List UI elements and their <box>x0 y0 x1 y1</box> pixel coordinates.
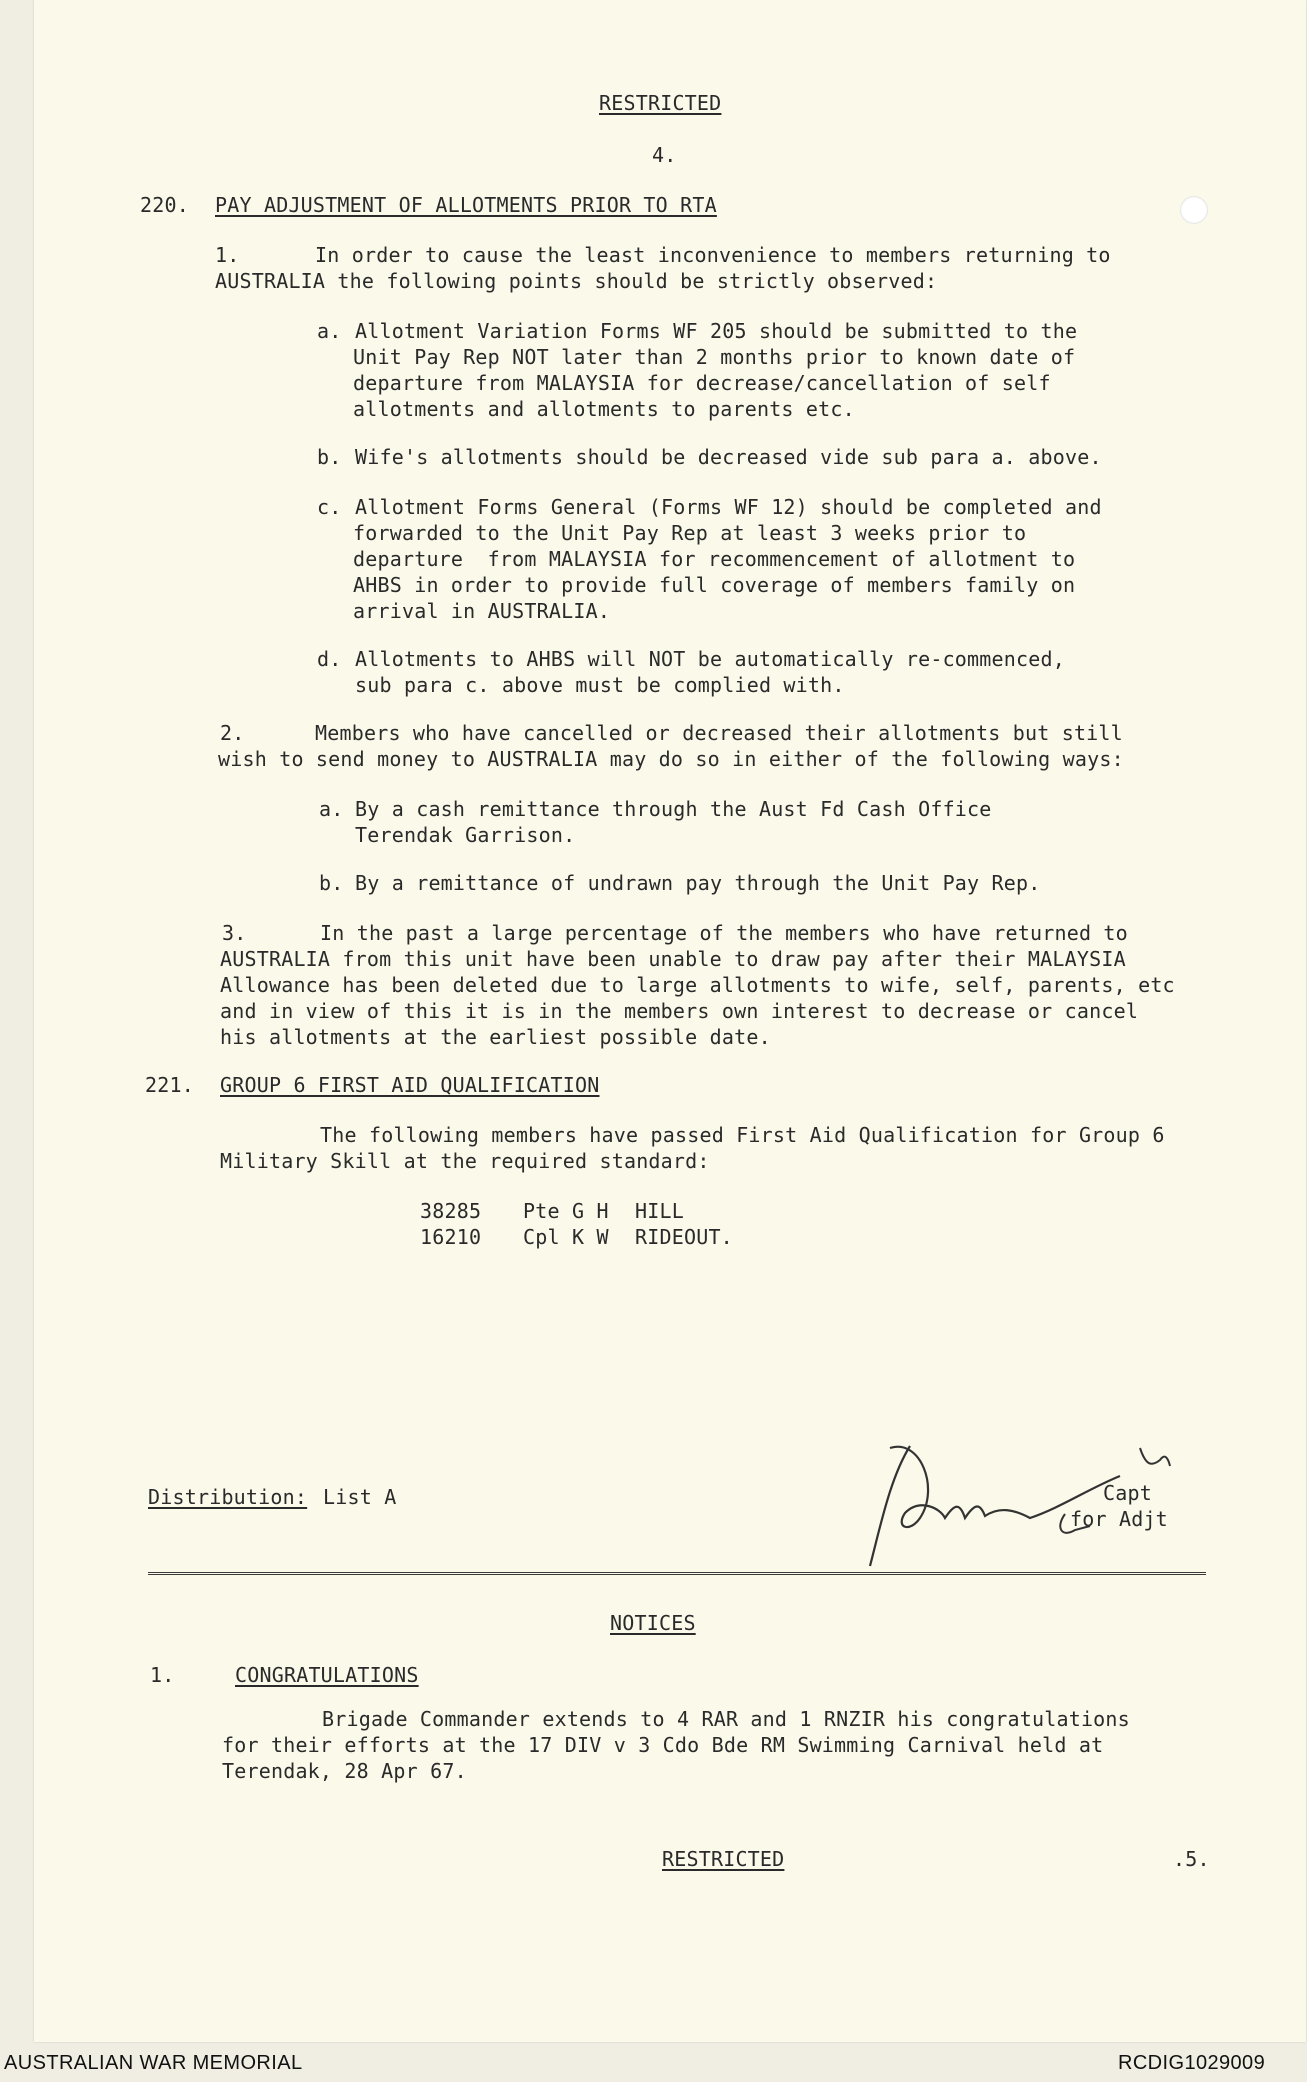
section-221-line: The following members have passed First Aid Qualification for Group 6 <box>320 1123 1165 1147</box>
way-b-label: b. <box>319 871 344 895</box>
member-number: 16210 <box>420 1225 482 1249</box>
item-a-line: allotments and allotments to parents etc. <box>353 397 855 421</box>
page-number: 4. <box>652 143 677 167</box>
divider-line <box>148 1572 1206 1575</box>
item-d-line: Allotments to AHBS will NOT be automatically re-commenced, <box>355 647 1065 671</box>
item-a-label: a. <box>317 319 342 343</box>
para-3-line: and in view of this it is in the members own interest to decrease or cancel <box>220 999 1139 1023</box>
para-1-number: 1. <box>215 243 240 267</box>
item-c-line: arrival in AUSTRALIA. <box>353 599 611 623</box>
member-rank: Pte G H <box>523 1199 609 1223</box>
signature-capt: Capt <box>1103 1481 1152 1505</box>
way-b-line: By a remittance of undrawn pay through the Unit Pay Rep. <box>355 871 1041 895</box>
member-rank: Cpl K W <box>523 1225 609 1249</box>
item-d-line: sub para c. above must be complied with. <box>355 673 845 697</box>
distribution-label: Distribution: <box>148 1485 308 1509</box>
way-a-line: By a cash remittance through the Aust Fd Cash Office <box>355 797 992 821</box>
archive-id: RCDIG1029009 <box>1118 2052 1266 2074</box>
item-c-label: c. <box>317 495 342 519</box>
section-220-number: 220. <box>140 193 189 217</box>
notice-line: for their efforts at the 17 DIV v 3 Cdo Bde RM Swimming Carnival held at <box>222 1733 1104 1757</box>
section-221-number: 221. <box>145 1073 194 1097</box>
punch-hole <box>1180 196 1208 224</box>
member-number: 38285 <box>420 1199 482 1223</box>
para-3-line: In the past a large percentage of the members who have returned to <box>320 921 1128 945</box>
footer-classification: RESTRICTED <box>662 1847 785 1871</box>
item-d-label: d. <box>317 647 342 671</box>
notices-title: NOTICES <box>610 1611 696 1635</box>
item-a-line: Unit Pay Rep NOT later than 2 months prior to known date of <box>353 345 1076 369</box>
member-name: HILL <box>635 1199 684 1223</box>
item-c-line: AHBS in order to provide full coverage of members family on <box>353 573 1076 597</box>
section-221-title: GROUP 6 FIRST AID QUALIFICATION <box>220 1073 600 1097</box>
item-b-line: Wife's allotments should be decreased vide sub para a. above. <box>355 445 1102 469</box>
section-221-line: Military Skill at the required standard: <box>220 1149 710 1173</box>
notice-item-title: CONGRATULATIONS <box>235 1663 419 1687</box>
para-3-number: 3. <box>222 921 247 945</box>
para-3-line: his allotments at the earliest possible date. <box>220 1025 771 1049</box>
para-3-line: AUSTRALIA from this unit have been unable to draw pay after their MALAYSIA <box>220 947 1126 971</box>
notice-item-number: 1. <box>150 1663 175 1687</box>
para-2-line: wish to send money to AUSTRALIA may do so in either of the following ways: <box>218 747 1124 771</box>
para-1-line: AUSTRALIA the following points should be strictly observed: <box>215 269 938 293</box>
para-2-number: 2. <box>220 721 245 745</box>
section-220-title: PAY ADJUSTMENT OF ALLOTMENTS PRIOR TO RTA <box>215 193 717 217</box>
way-a-line: Terendak Garrison. <box>355 823 576 847</box>
notice-line: Brigade Commander extends to 4 RAR and 1 RNZIR his congratulations <box>322 1707 1130 1731</box>
signature-adjt: for Adjt <box>1070 1507 1168 1531</box>
header-classification: RESTRICTED <box>599 91 722 115</box>
distribution-value: List A <box>323 1485 397 1509</box>
item-c-line: Allotment Forms General (Forms WF 12) should be completed and <box>355 495 1102 519</box>
archive-label: AUSTRALIAN WAR MEMORIAL <box>4 2052 303 2074</box>
item-c-line: departure from MALAYSIA for recommencement of allotment to <box>353 547 1076 571</box>
way-a-label: a. <box>319 797 344 821</box>
item-b-label: b. <box>317 445 342 469</box>
member-name: RIDEOUT. <box>635 1225 733 1249</box>
para-2-line: Members who have cancelled or decreased their allotments but still <box>315 721 1123 745</box>
para-3-line: Allowance has been deleted due to large allotments to wife, self, parents, etc <box>220 973 1175 997</box>
item-a-line: departure from MALAYSIA for decrease/cancellation of self <box>353 371 1051 395</box>
next-page-number: .5. <box>1173 1847 1210 1871</box>
item-c-line: forwarded to the Unit Pay Rep at least 3 weeks prior to <box>353 521 1027 545</box>
item-a-line: Allotment Variation Forms WF 205 should be submitted to the <box>355 319 1078 343</box>
notice-line: Terendak, 28 Apr 67. <box>222 1759 467 1783</box>
para-1-line: In order to cause the least inconvenience to members returning to <box>315 243 1111 267</box>
